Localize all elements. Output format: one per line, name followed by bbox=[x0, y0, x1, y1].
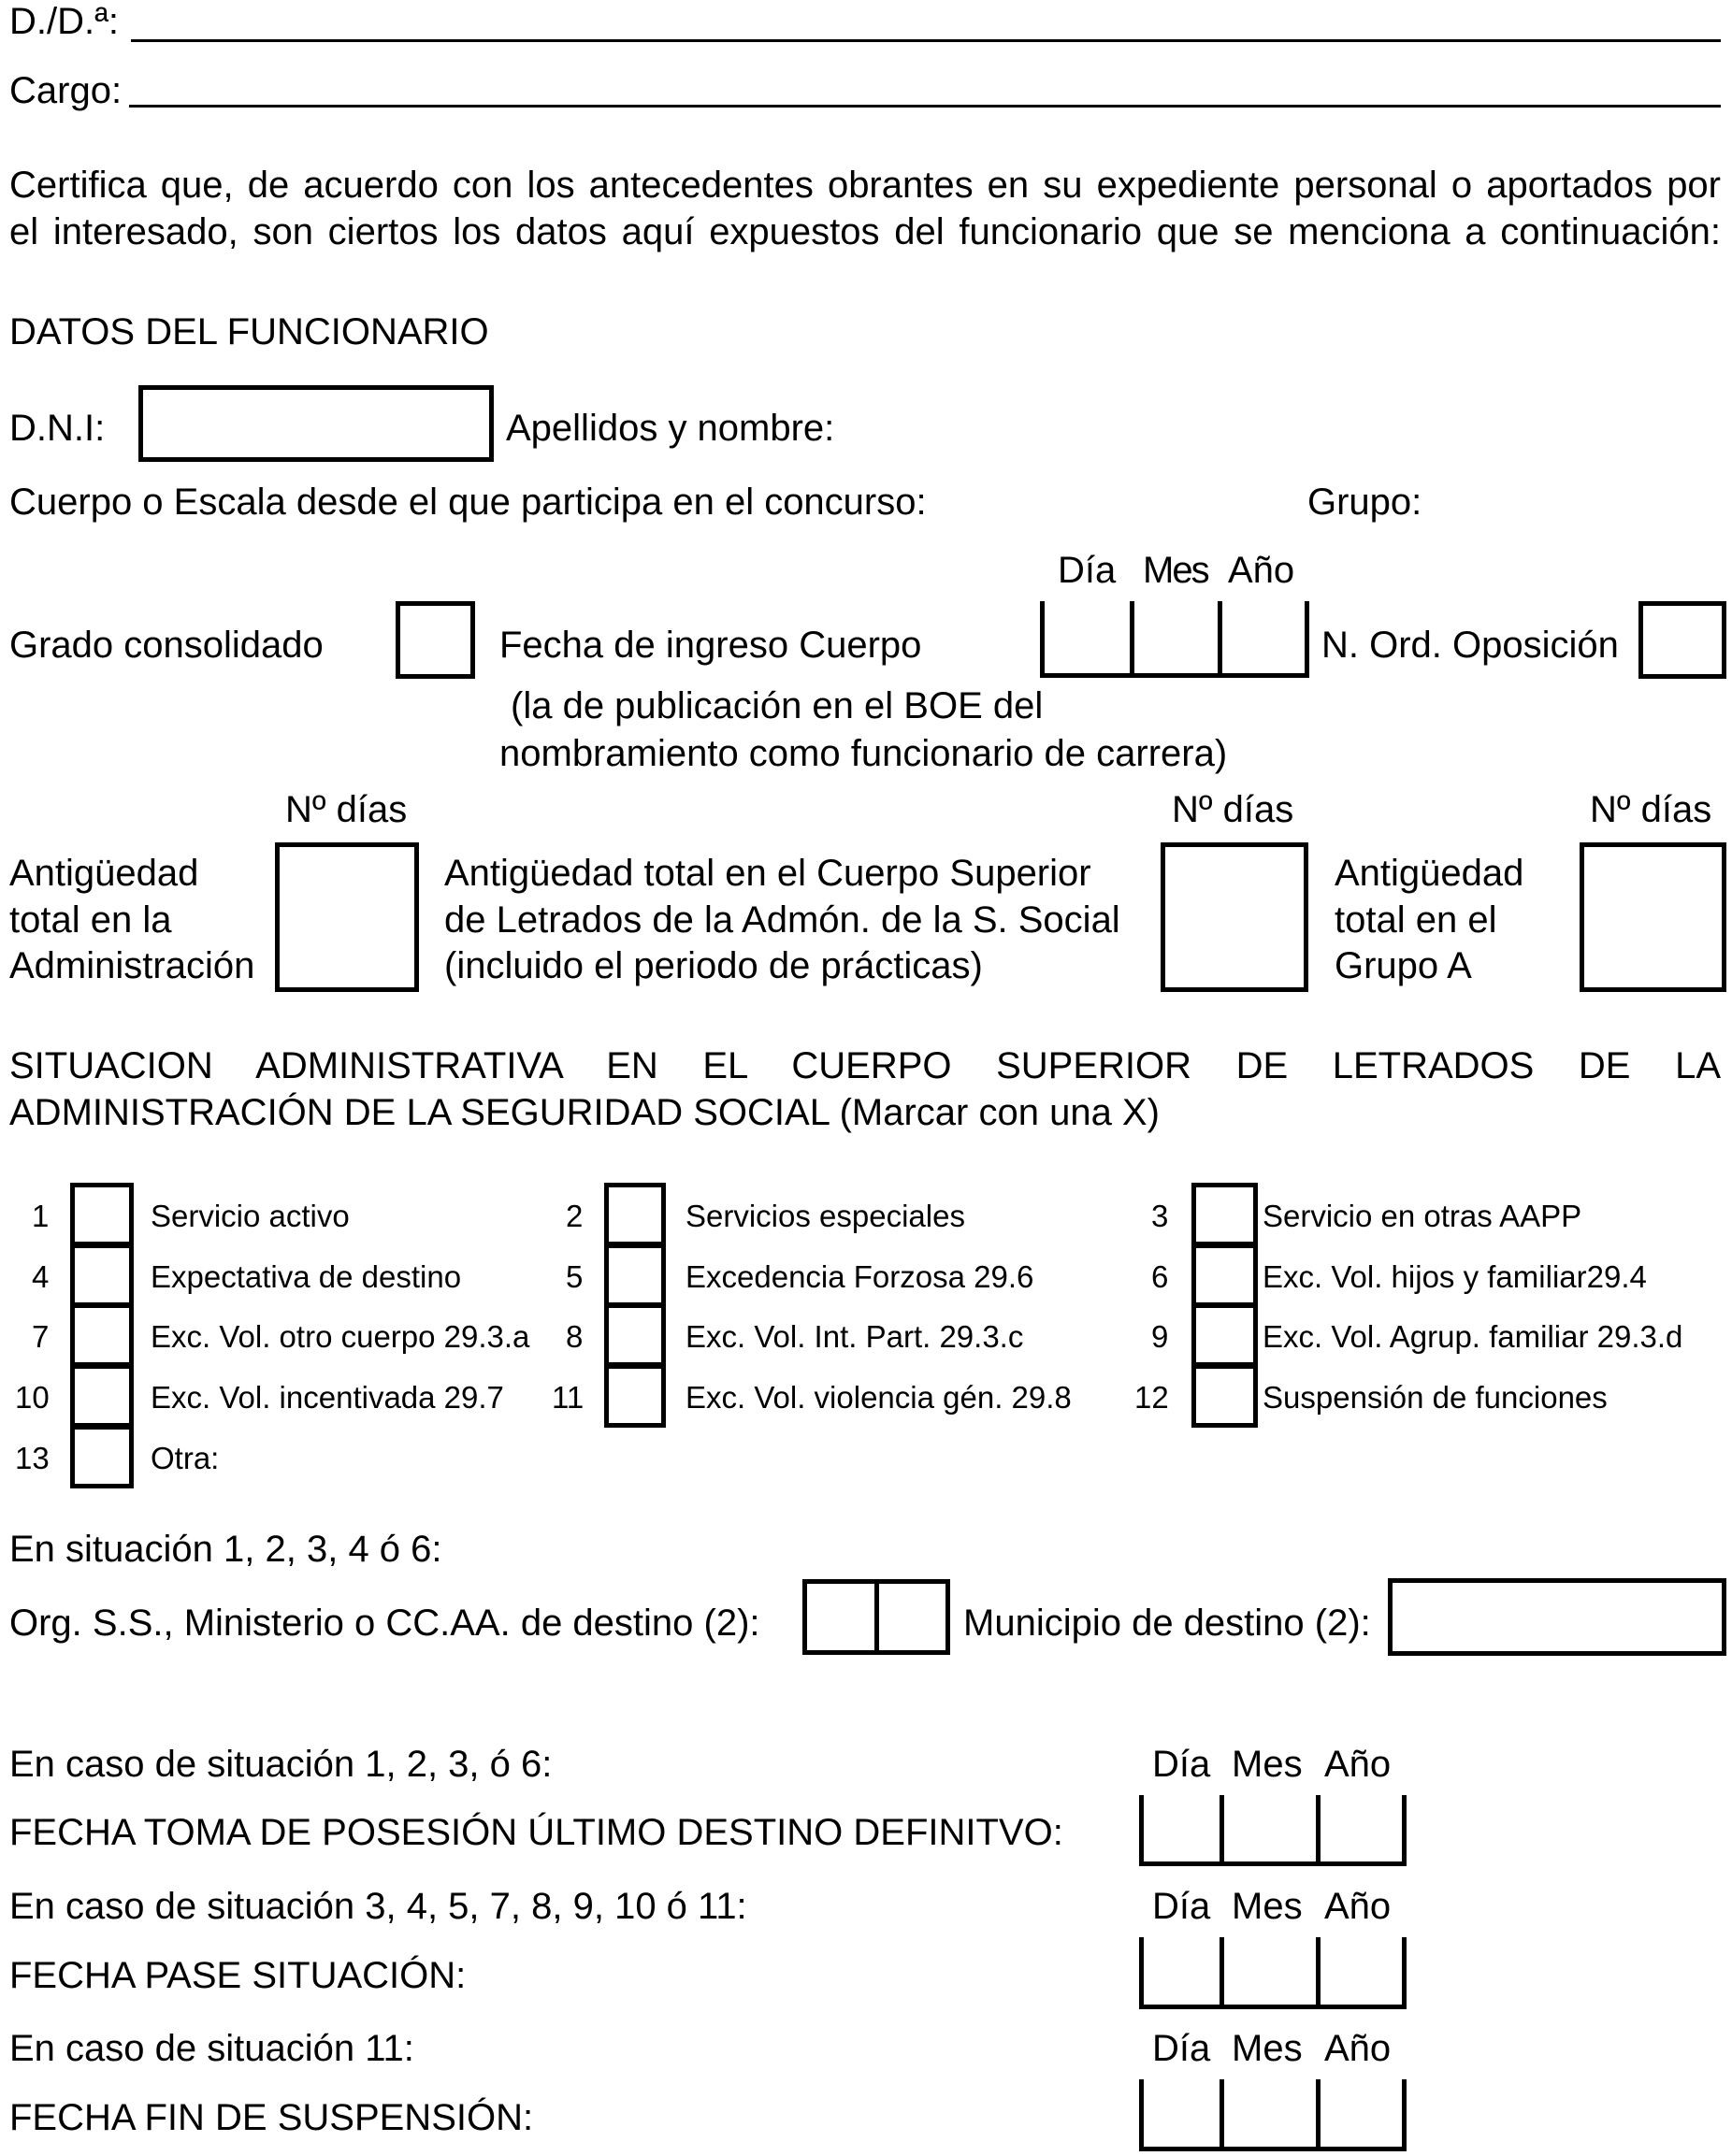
caso-2-dia-header: Día bbox=[1152, 1886, 1211, 1927]
option-number: 4 bbox=[32, 1259, 50, 1294]
fin-suspension-label: FECHA FIN DE SUSPENSIÓN: bbox=[9, 2097, 534, 2138]
option-number: 3 bbox=[1151, 1199, 1169, 1233]
certifica-line-1: Certifica que, de acuerdo con los antecedentes obrantes en su expediente personal o aportados por bbox=[9, 165, 1721, 206]
antig-admin-line-2: total en la bbox=[9, 899, 172, 941]
option-label: Exc. Vol. Int. Part. 29.3.c bbox=[686, 1319, 1024, 1354]
option-checkbox-6[interactable] bbox=[1191, 1243, 1258, 1307]
toma-posesion-end bbox=[1402, 1795, 1407, 1866]
pase-situacion-end bbox=[1402, 1937, 1407, 2009]
fin-suspension-date-box[interactable] bbox=[1139, 2079, 1407, 2151]
toma-posesion-dia-cell[interactable] bbox=[1139, 1795, 1144, 1866]
toma-posesion-anio-cell[interactable] bbox=[1316, 1795, 1321, 1866]
option-number: 2 bbox=[566, 1199, 584, 1233]
caso-2-label: En caso de situación 3, 4, 5, 7, 8, 9, 10 ó 11: bbox=[9, 1886, 747, 1927]
option-number: 6 bbox=[1151, 1259, 1169, 1294]
option-number: 9 bbox=[1151, 1319, 1169, 1354]
option-label: Exc. Vol. violencia gén. 29.8 bbox=[686, 1380, 1072, 1415]
municipio-destino-label: Municipio de destino (2): bbox=[963, 1603, 1371, 1644]
n-ord-label: N. Ord. Oposición bbox=[1321, 625, 1619, 666]
fecha-ingreso-end bbox=[1305, 601, 1309, 678]
antig-grupo-line-3: Grupo A bbox=[1335, 945, 1472, 986]
fecha-ingreso-label: Fecha de ingreso Cuerpo bbox=[499, 625, 922, 666]
antig-admin-box[interactable] bbox=[275, 842, 419, 992]
caso-3-mes-header: Mes bbox=[1232, 2028, 1303, 2069]
option-number: 1 bbox=[32, 1199, 50, 1233]
caso-3-anio-header: Año bbox=[1324, 2028, 1392, 2069]
option-checkbox-13[interactable] bbox=[70, 1425, 134, 1488]
caso-1-mes-header: Mes bbox=[1232, 1744, 1303, 1785]
cargo-label: Cargo: bbox=[9, 70, 123, 111]
municipio-destino-box[interactable] bbox=[1388, 1578, 1726, 1656]
cargo-field[interactable] bbox=[129, 105, 1721, 108]
antig-admin-line-3: Administración bbox=[9, 945, 255, 986]
antig-grupo-line-2: total en el bbox=[1335, 899, 1497, 941]
datos-title: DATOS DEL FUNCIONARIO bbox=[9, 311, 489, 352]
antig-admin-line-1: Antigüedad bbox=[9, 853, 199, 894]
dni-box[interactable] bbox=[138, 385, 494, 462]
option-label: Excedencia Forzosa 29.6 bbox=[686, 1259, 1034, 1294]
pase-situacion-label: FECHA PASE SITUACIÓN: bbox=[9, 1955, 467, 1996]
pase-situacion-anio-cell[interactable] bbox=[1316, 1937, 1321, 2009]
option-number: 8 bbox=[566, 1319, 584, 1354]
caso-3-label: En caso de situación 11: bbox=[9, 2028, 414, 2069]
option-label: Exc. Vol. otro cuerpo 29.3.a bbox=[151, 1319, 530, 1354]
caso-3-dia-header: Día bbox=[1152, 2028, 1211, 2069]
antig-cuerpo-line-1: Antigüedad total en el Cuerpo Superior bbox=[444, 853, 1091, 894]
org-destino-label: Org. S.S., Ministerio o CC.AA. de destino (2): bbox=[9, 1603, 760, 1644]
pase-situacion-dia-cell[interactable] bbox=[1139, 1937, 1144, 2009]
fecha-ingreso-anio-header: Año bbox=[1228, 550, 1295, 591]
caso-1-anio-header: Año bbox=[1324, 1744, 1392, 1785]
n-dias-grupo: Nº días bbox=[1590, 789, 1712, 830]
option-label: Suspensión de funciones bbox=[1263, 1380, 1608, 1415]
option-label: Expectativa de destino bbox=[151, 1259, 462, 1294]
option-checkbox-9[interactable] bbox=[1191, 1303, 1258, 1367]
option-number: 13 bbox=[15, 1441, 50, 1475]
antig-cuerpo-line-3: (incluido el periodo de prácticas) bbox=[444, 945, 983, 986]
toma-posesion-date-box[interactable] bbox=[1139, 1795, 1407, 1866]
fecha-ingreso-anio-cell[interactable] bbox=[1218, 601, 1222, 678]
dd-label: D./D.ª: bbox=[9, 1, 120, 42]
option-number: 10 bbox=[15, 1380, 50, 1415]
caso-1-label: En caso de situación 1, 2, 3, ó 6: bbox=[9, 1744, 553, 1785]
en-situacion-label: En situación 1, 2, 3, 4 ó 6: bbox=[9, 1529, 442, 1570]
fecha-ingreso-dia-header: Día bbox=[1058, 550, 1117, 591]
caso-2-mes-header: Mes bbox=[1232, 1886, 1303, 1927]
fin-suspension-mes-cell[interactable] bbox=[1220, 2079, 1224, 2151]
option-number: 11 bbox=[552, 1380, 585, 1415]
dd-field[interactable] bbox=[131, 39, 1721, 42]
option-checkbox-10[interactable] bbox=[70, 1364, 134, 1428]
option-label: Otra: bbox=[151, 1441, 220, 1475]
toma-posesion-mes-cell[interactable] bbox=[1220, 1795, 1224, 1866]
option-label: Exc. Vol. Agrup. familiar 29.3.d bbox=[1263, 1319, 1683, 1354]
option-number: 12 bbox=[1134, 1380, 1169, 1415]
option-number: 5 bbox=[566, 1259, 584, 1294]
apellidos-label: Apellidos y nombre: bbox=[506, 408, 835, 449]
grado-label: Grado consolidado bbox=[9, 625, 324, 666]
option-checkbox-7[interactable] bbox=[70, 1303, 134, 1367]
caso-2-anio-header: Año bbox=[1324, 1886, 1392, 1927]
pase-situacion-date-box[interactable] bbox=[1139, 1937, 1407, 2009]
fin-suspension-dia-cell[interactable] bbox=[1139, 2079, 1144, 2151]
caso-1-dia-header: Día bbox=[1152, 1744, 1211, 1785]
cuerpo-label: Cuerpo o Escala desde el que participa en el concurso: bbox=[9, 482, 927, 523]
option-checkbox-12[interactable] bbox=[1191, 1364, 1258, 1428]
option-checkbox-5[interactable] bbox=[604, 1243, 666, 1307]
option-checkbox-2[interactable] bbox=[604, 1183, 666, 1246]
certifica-line-2: el interesado, son ciertos los datos aquí expuestos del funcionario que se menciona a continuación: bbox=[9, 211, 1721, 252]
fecha-ingreso-note-1: (la de publicación en el BOE del bbox=[511, 685, 1044, 726]
grupo-label: Grupo: bbox=[1307, 482, 1422, 523]
option-checkbox-4[interactable] bbox=[70, 1243, 134, 1307]
n-ord-box[interactable] bbox=[1638, 601, 1726, 679]
dni-label: D.N.I: bbox=[9, 408, 106, 449]
n-dias-cuerpo: Nº días bbox=[1172, 789, 1294, 830]
fin-suspension-end bbox=[1402, 2079, 1407, 2151]
option-label: Exc. Vol. incentivada 29.7 bbox=[151, 1380, 504, 1415]
antig-cuerpo-box[interactable] bbox=[1161, 842, 1308, 992]
situacion-title-line-2: ADMINISTRACIÓN DE LA SEGURIDAD SOCIAL (Marcar con una X) bbox=[9, 1092, 1160, 1133]
situacion-title-line-1: SITUACION ADMINISTRATIVA EN EL CUERPO SUPERIOR DE LETRADOS DE LA bbox=[9, 1045, 1721, 1086]
pase-situacion-mes-cell[interactable] bbox=[1220, 1937, 1224, 2009]
antig-cuerpo-line-2: de Letrados de la Admón. de la S. Social bbox=[444, 899, 1120, 941]
fecha-ingreso-mes-cell[interactable] bbox=[1130, 601, 1134, 678]
option-label: Servicio activo bbox=[151, 1199, 350, 1233]
fecha-ingreso-mes-header: Mes bbox=[1143, 550, 1208, 591]
antig-grupo-line-1: Antigüedad bbox=[1335, 853, 1524, 894]
option-checkbox-3[interactable] bbox=[1191, 1183, 1258, 1246]
n-dias-admin: Nº días bbox=[285, 789, 408, 830]
toma-posesion-label: FECHA TOMA DE POSESIÓN ÚLTIMO DESTINO DEFINITVO: bbox=[9, 1812, 1063, 1853]
fin-suspension-anio-cell[interactable] bbox=[1316, 2079, 1321, 2151]
fecha-ingreso-dia-cell[interactable] bbox=[1040, 601, 1045, 678]
option-label: Exc. Vol. hijos y familiar29.4 bbox=[1263, 1259, 1647, 1294]
fecha-ingreso-date-box[interactable] bbox=[1040, 601, 1309, 678]
option-number: 7 bbox=[32, 1319, 50, 1354]
fecha-ingreso-note-2: nombramiento como funcionario de carrera) bbox=[499, 733, 1228, 774]
option-label: Servicio en otras AAPP bbox=[1263, 1199, 1582, 1233]
option-label: Servicios especiales bbox=[686, 1199, 965, 1233]
org-destino-divider bbox=[874, 1579, 879, 1655]
grado-box[interactable] bbox=[396, 601, 475, 679]
antig-grupo-box[interactable] bbox=[1580, 842, 1726, 992]
option-checkbox-1[interactable] bbox=[70, 1183, 134, 1246]
option-checkbox-11[interactable] bbox=[604, 1364, 666, 1428]
option-checkbox-8[interactable] bbox=[604, 1303, 666, 1367]
